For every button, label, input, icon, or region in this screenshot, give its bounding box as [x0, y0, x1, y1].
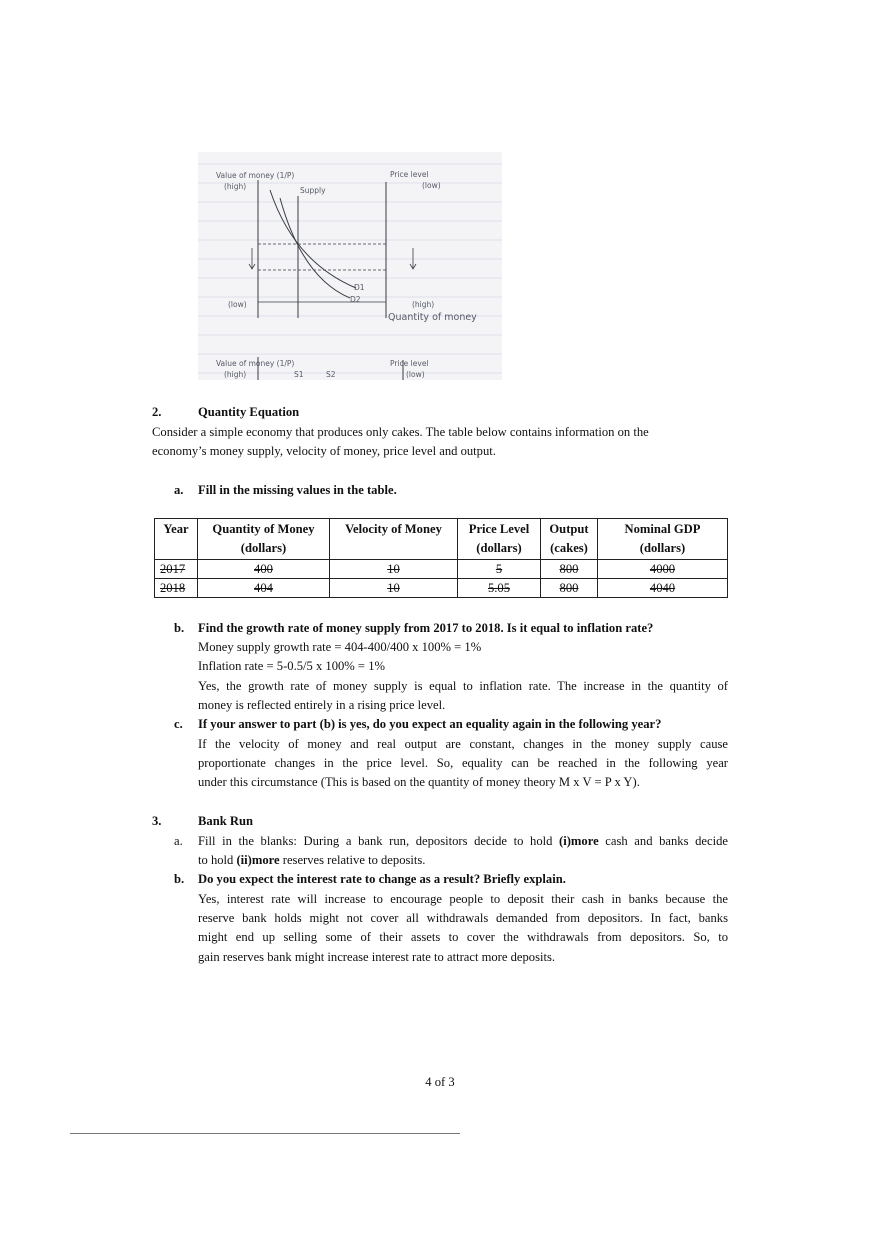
- fig-top-title: Value of money (1/P): [216, 171, 295, 180]
- section2-intro-line2: economy’s money supply, velocity of money, price level and output.: [152, 444, 496, 458]
- table-row: [155, 578, 728, 597]
- section2-b-label: b.: [174, 621, 185, 635]
- footnote-rule: [70, 1133, 460, 1134]
- section2-c-label: c.: [174, 717, 183, 731]
- fig-bottom-price-level: Price level: [390, 359, 429, 368]
- quantity-table: [154, 518, 728, 598]
- section2-number: 2.: [152, 405, 162, 419]
- fig-left-low: (low): [228, 300, 247, 309]
- page-number: 4 of 3: [425, 1075, 455, 1089]
- fig-bottom-s1: S1: [294, 370, 304, 379]
- table-cell: 10: [330, 559, 458, 578]
- table-header: Year: [155, 519, 198, 560]
- fig-bottom-title: Value of money (1/P): [216, 359, 295, 368]
- section2-b-line1: Money supply growth rate = 404-400/400 x 100% = 1%: [198, 640, 482, 654]
- table-row: [155, 559, 728, 578]
- fig-top-high: (high): [224, 182, 247, 191]
- section3-title: Bank Run: [198, 814, 253, 828]
- table-cell: 2017: [155, 559, 198, 578]
- table-header: Nominal GDP (dollars): [598, 519, 728, 560]
- table-cell: 4000: [598, 559, 728, 578]
- table-cell: 10: [330, 578, 458, 597]
- section2-intro-line1: Consider a simple economy that produces only cakes. The table below contains information on the: [152, 425, 649, 439]
- section2-c-question: If your answer to part (b) is yes, do you expect an equality again in the following year?: [198, 717, 662, 731]
- fig-d1: D1: [354, 283, 365, 292]
- money-market-sketch: [198, 152, 502, 380]
- section3-a-line1: Fill in the blanks: During a bank run, depositors decide to hold (i)more cash and banks decide: [198, 834, 728, 848]
- section2-c-line1: If the velocity of money and real output are constant, changes in the money supply cause: [198, 737, 728, 751]
- section2-c-line2: proportionate changes in the price level. So, equality can be reached in the following year: [198, 756, 728, 770]
- table-header: Output (cakes): [541, 519, 598, 560]
- section2-a-label: a.: [174, 483, 184, 497]
- section2-b-question: Find the growth rate of money supply from 2017 to 2018. Is it equal to inflation rate?: [198, 621, 654, 635]
- section3-b-line2: reserve bank holds might not cover all withdrawals demanded from depositors. In fact, banks: [198, 911, 728, 925]
- section3-b-line1: Yes, interest rate will increase to encourage people to deposit their cash in banks because the: [198, 892, 728, 906]
- table-header: Quantity of Money (dollars): [198, 519, 330, 560]
- table-header: Velocity of Money: [330, 519, 458, 560]
- fig-top-price-level: Price level: [390, 170, 429, 179]
- section2-b-line4: money is reflected entirely in a rising price level.: [198, 698, 446, 712]
- table-header-row: [155, 519, 728, 560]
- section2-b-line3: Yes, the growth rate of money supply is equal to inflation rate. The increase in the quantity of: [198, 679, 728, 693]
- section2-b-line2: Inflation rate = 5-0.5/5 x 100% = 1%: [198, 659, 385, 673]
- fig-bottom-high: (high): [224, 370, 247, 379]
- table-cell: 404: [198, 578, 330, 597]
- fig-top-supply: Supply: [300, 186, 326, 195]
- table-cell: 400: [198, 559, 330, 578]
- fig-right-high: (high): [412, 300, 435, 309]
- fig-d2: D2: [350, 295, 361, 304]
- fig-x-label: Quantity of money: [388, 312, 477, 323]
- table-cell: 800: [541, 578, 598, 597]
- section3-a-label: a.: [174, 834, 183, 848]
- section3-number: 3.: [152, 814, 162, 828]
- section3-b-question: Do you expect the interest rate to change as a result? Briefly explain.: [198, 872, 566, 886]
- table-header: Price Level (dollars): [458, 519, 541, 560]
- section3-b-label: b.: [174, 872, 185, 886]
- section2-title: Quantity Equation: [198, 405, 300, 419]
- fig-top-low: (low): [422, 181, 441, 190]
- fig-bottom-low: (low): [406, 370, 425, 379]
- table-cell: 2018: [155, 578, 198, 597]
- fig-bottom-s2: S2: [326, 370, 336, 379]
- section3-b-line4: gain reserves bank might increase interest rate to attract more deposits.: [198, 950, 556, 964]
- section3-b-line3: might end up selling some of their assets to cover the withdrawals from depositors. So, to: [198, 930, 728, 944]
- section3-a-line2: to hold (ii)more reserves relative to deposits.: [198, 853, 426, 867]
- section2-a-text: Fill in the missing values in the table.: [198, 483, 397, 497]
- table-cell: 5: [458, 559, 541, 578]
- section2-c-line3: under this circumstance (This is based on the quantity of money theory M x V = P x Y).: [198, 775, 640, 789]
- table-cell: 4040: [598, 578, 728, 597]
- table-cell: 800: [541, 559, 598, 578]
- table-cell: 5.05: [458, 578, 541, 597]
